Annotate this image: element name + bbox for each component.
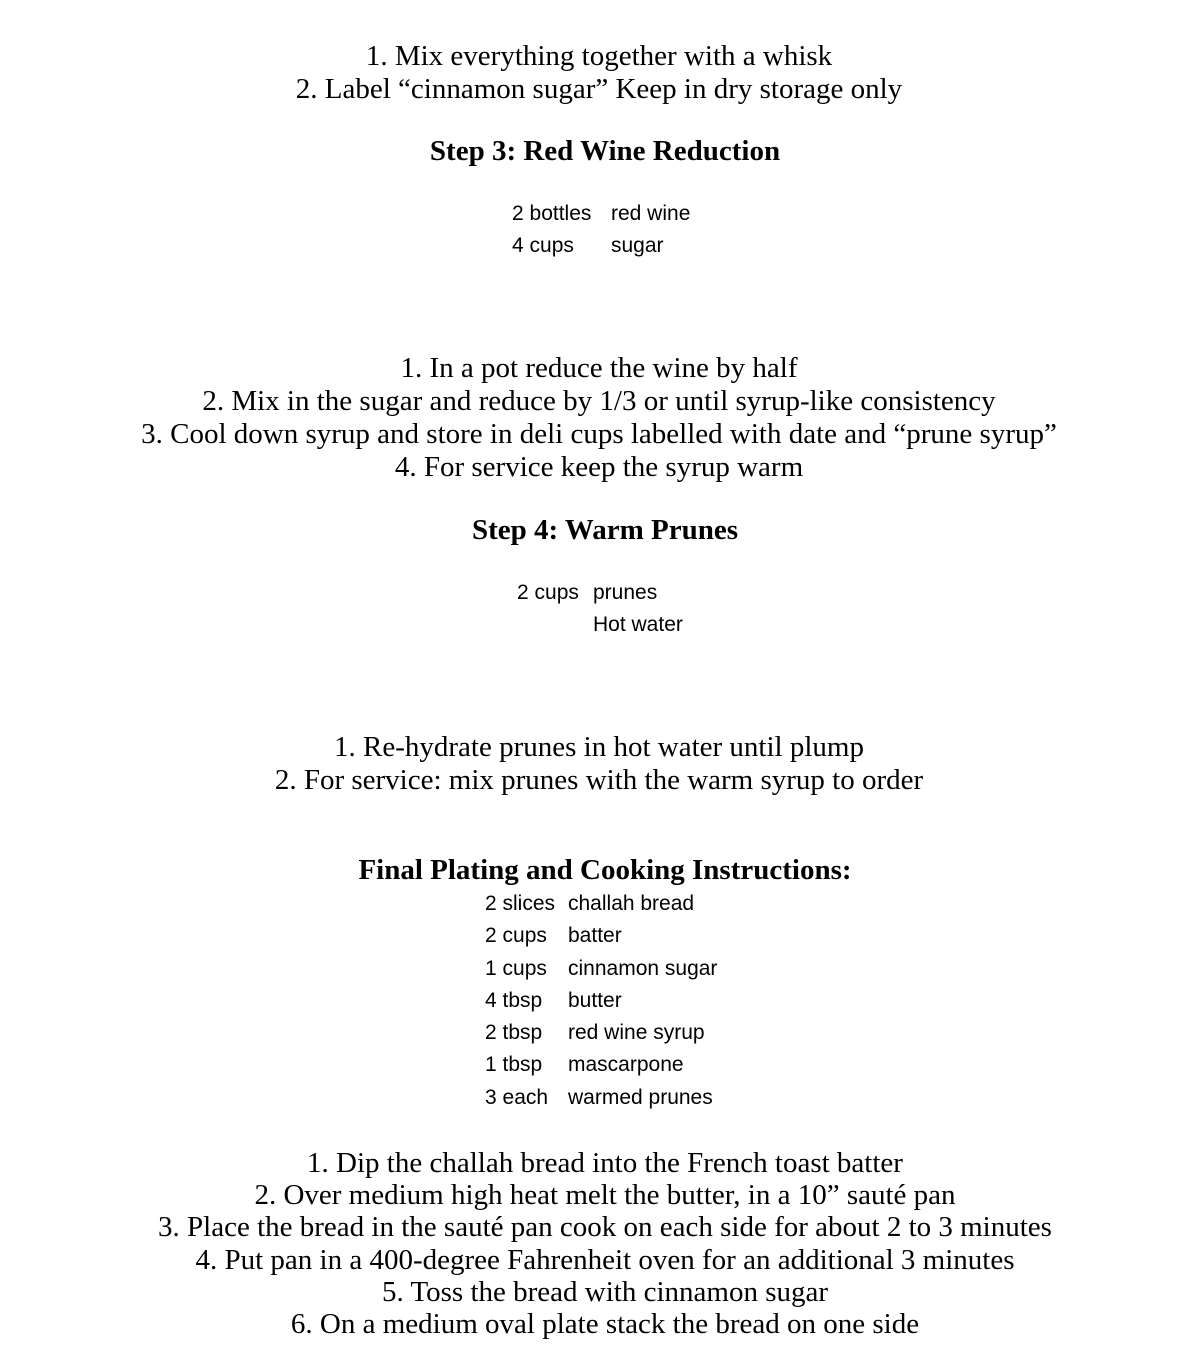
list-item: 3. Place the bread in the sauté pan cook on each side for about 2 to 3 minutes bbox=[158, 1211, 1052, 1244]
ingredient-row bbox=[485, 1017, 717, 1049]
ingredient-qty: 1 cups bbox=[485, 956, 547, 980]
ingredient-item: mascarpone bbox=[568, 1053, 684, 1077]
ingredient-item: batter bbox=[568, 924, 622, 948]
step3-steps-list bbox=[0, 352, 1198, 484]
ingredient-item: red wine bbox=[611, 202, 691, 225]
ingredient-qty: 2 bottles bbox=[512, 202, 592, 225]
ingredient-item: butter bbox=[568, 988, 622, 1012]
ingredient-row bbox=[517, 577, 683, 609]
final-heading: Final Plating and Cooking Instructions: bbox=[358, 854, 852, 886]
step4-heading: Step 4: Warm Prunes bbox=[471, 514, 739, 546]
ingredient-item: challah bread bbox=[568, 892, 695, 915]
ingredient-item: red wine syrup bbox=[568, 1021, 705, 1045]
ingredient-item: warmed prunes bbox=[568, 1085, 713, 1109]
ingredient-qty: 2 cups bbox=[517, 581, 579, 604]
step3-ingredients bbox=[512, 198, 690, 263]
ingredient-row bbox=[485, 920, 717, 952]
list-item: 6. On a medium oval plate stack the bread on one side bbox=[290, 1307, 920, 1340]
step3-heading: Step 3: Red Wine Reduction bbox=[429, 135, 781, 167]
list-item: 3. Cool down syrup and store in deli cups labelled with date and “prune syrup” bbox=[141, 418, 1057, 450]
ingredient-row bbox=[512, 230, 690, 262]
list-item: 4. Put pan in a 400-degree Fahrenheit oven for an additional 3 minutes bbox=[195, 1243, 1015, 1276]
ingredient-row bbox=[512, 198, 690, 230]
ingredient-qty: 2 tbsp bbox=[485, 1021, 543, 1045]
ingredient-item: prunes bbox=[593, 581, 658, 604]
step4-steps-list bbox=[0, 731, 1198, 797]
ingredient-item: Hot water bbox=[593, 613, 683, 637]
ingredient-qty: 2 cups bbox=[485, 924, 547, 948]
list-item: 2. Mix in the sugar and reduce by 1/3 or until syrup-like consistency bbox=[202, 385, 996, 417]
top-steps-list bbox=[0, 40, 1198, 106]
list-item: 4. For service keep the syrup warm bbox=[394, 451, 804, 483]
ingredient-row bbox=[485, 985, 717, 1017]
final-steps-list bbox=[0, 1147, 1198, 1340]
list-item: 1. In a pot reduce the wine by half bbox=[400, 352, 798, 384]
ingredient-qty: 4 tbsp bbox=[485, 988, 543, 1012]
list-item: 2. Label “cinnamon sugar” Keep in dry storage only bbox=[295, 73, 903, 105]
ingredient-row bbox=[485, 888, 717, 920]
list-item: 1. Mix everything together with a whisk bbox=[365, 40, 833, 72]
ingredient-item: cinnamon sugar bbox=[568, 956, 718, 980]
list-item: 2. For service: mix prunes with the warm syrup to order bbox=[274, 764, 924, 796]
ingredient-row bbox=[485, 953, 717, 985]
ingredient-row bbox=[517, 609, 683, 641]
ingredient-row bbox=[485, 1082, 717, 1114]
ingredient-qty: 4 cups bbox=[512, 234, 574, 258]
ingredient-qty: 3 each bbox=[485, 1085, 549, 1109]
ingredient-qty: 1 tbsp bbox=[485, 1053, 543, 1077]
final-ingredients bbox=[485, 888, 717, 1114]
list-item: 2. Over medium high heat melt the butter, in a 10” sauté pan bbox=[254, 1179, 956, 1212]
list-item: 1. Re-hydrate prunes in hot water until plump bbox=[334, 731, 864, 763]
ingredient-item: sugar bbox=[611, 234, 664, 258]
list-item: 5. Toss the bread with cinnamon sugar bbox=[381, 1275, 829, 1308]
ingredient-qty: 2 slices bbox=[485, 892, 556, 915]
ingredient-row bbox=[485, 1049, 717, 1081]
step4-ingredients bbox=[517, 577, 683, 642]
list-item: 1. Dip the challah bread into the French toast batter bbox=[307, 1147, 903, 1179]
